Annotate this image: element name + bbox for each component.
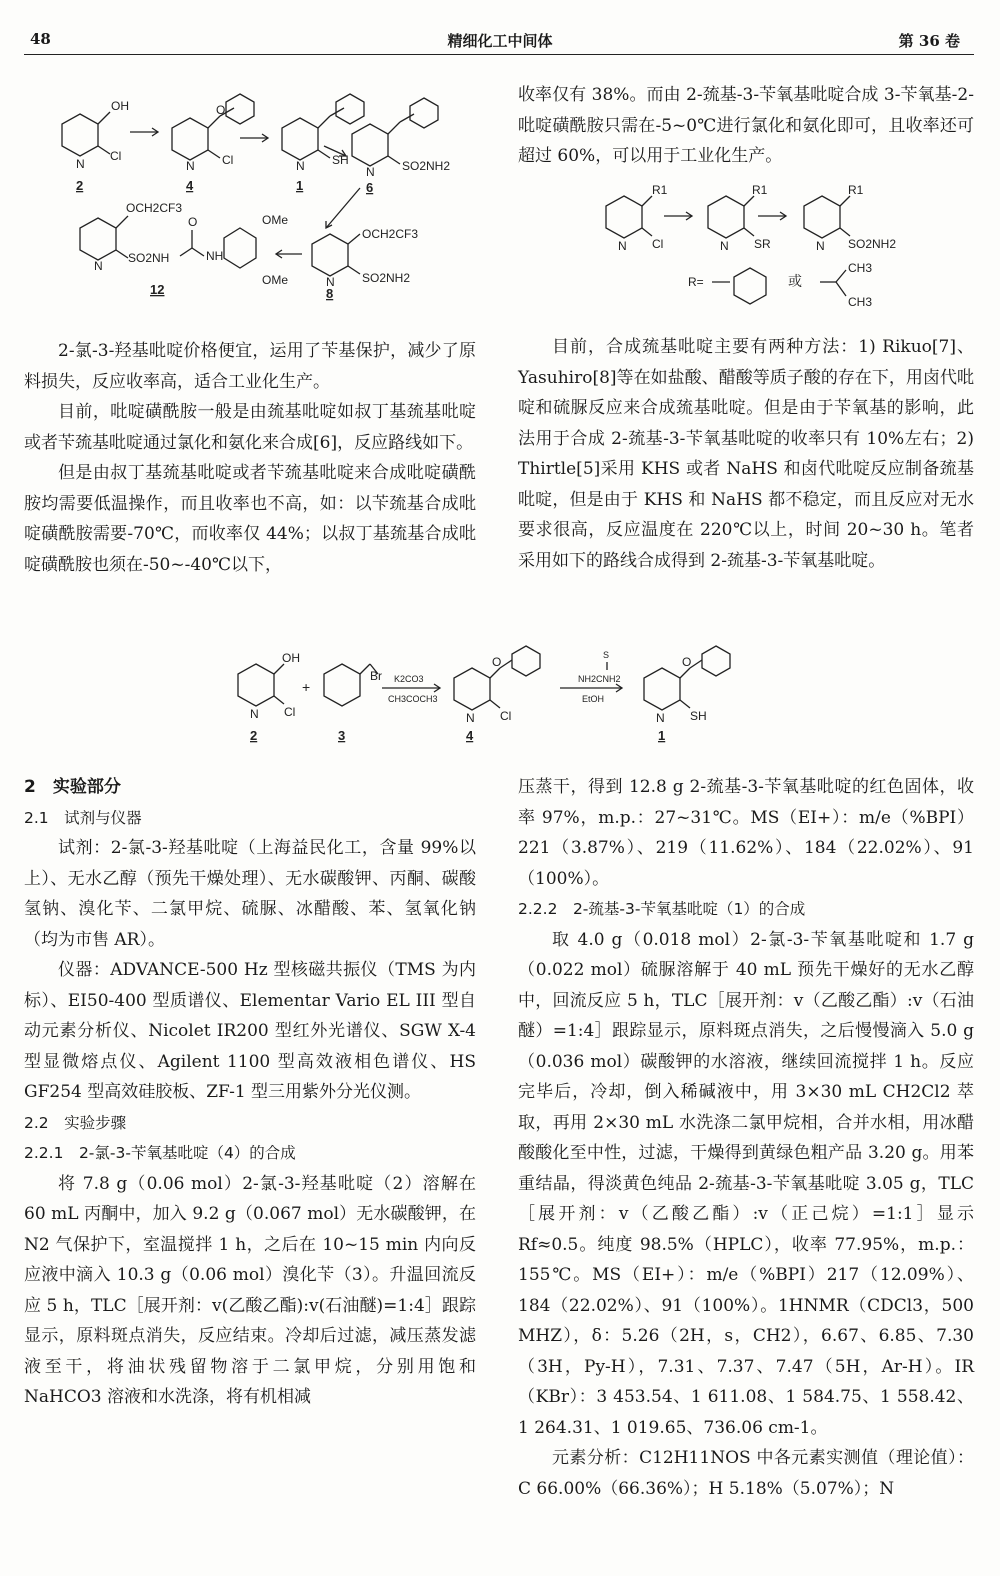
journal-title: 精细化工中间体 — [447, 32, 553, 50]
label-oh-s3: OH — [282, 651, 300, 665]
label-oh: OH — [111, 99, 129, 113]
right-bottom-text — [518, 772, 974, 1504]
label-cl: Cl — [110, 149, 122, 163]
label-n-s3c: N — [656, 711, 665, 725]
compound-4-s3: 4 — [466, 728, 474, 743]
label-n-12: N — [94, 259, 103, 273]
paragraph-instruments: 仪器：ADVANCE-500 Hz 型核磁共振仪（TMS 为内标）、EI50-400 型质谱仪、Elementar Vario EL III 型自动元素分析仪、Nicolet IR200 型红外光谱仪、SGW X-4 型显微熔点仪、Agilent 1100 型高效液相色谱仪、HS GF254 型高效硅胶板、ZF-1 型三用紫外分光仪测。 — [24, 960, 476, 1102]
reagent-s: S — [603, 650, 610, 660]
label-o-4: O — [216, 103, 226, 117]
paragraph: 但是由叔丁基巯基吡啶或者苄巯基吡啶来合成吡啶磺酰胺均需要低温操作，而且收率也不高，如：以苄巯基合成吡啶磺酰胺需要-70℃，而收率仅 44%；以叔丁基巯基合成吡啶磺酰胺也须在-50~-40℃以下， — [24, 463, 476, 575]
label-o-s3c: O — [682, 655, 692, 669]
compound-1-s3: 1 — [658, 728, 666, 743]
label-n-4: N — [186, 159, 195, 173]
label-cl-s3a: Cl — [284, 705, 296, 719]
paragraph: 2-氯-3-羟基吡啶价格便宜，运用了苄基保护，减少了原料损失，反应收率高，适合工业化生产。 — [24, 341, 476, 392]
label-o-12: O — [188, 215, 198, 229]
right-top-text-2 — [518, 332, 974, 576]
label-nh-12: NH — [206, 249, 224, 263]
label-sh-s3: SH — [690, 709, 707, 723]
label-n: N — [76, 157, 85, 171]
compound-2-s3: 2 — [250, 728, 258, 743]
paragraph-elemental: 元素分析：C12H11NOS 中各元素实测值（理论值）：C 66.00%（66.36%）；H 5.18%（5.07%）；N — [518, 1448, 974, 1499]
section-heading-2: 2 实验部分 — [24, 777, 121, 797]
page-number: 48 — [30, 30, 51, 48]
label-n-b: N — [720, 239, 729, 253]
label-o-s3: O — [492, 655, 502, 669]
paragraph: 收率仅有 38%。而由 2-巯基-3-苄氧基吡啶合成 3-苄氧基-2-吡啶磺酰胺只需在-5~0℃进行氯化和氨化即可，且收率还可超过 60%，可以用于工业化生产。 — [518, 85, 974, 166]
volume-label: 第 36 卷 — [898, 32, 960, 50]
left-bottom-text — [24, 772, 476, 1413]
compound-4: 4 — [186, 178, 194, 193]
section-heading-2-1: 2.1 试剂与仪器 — [24, 808, 142, 827]
label-och2cf3-8: OCH2CF3 — [362, 227, 419, 241]
reagent-k2co3: K2CO3 — [394, 674, 424, 684]
reaction-scheme-2 — [590, 182, 920, 322]
left-top-text — [24, 336, 476, 580]
right-top-text-1 — [518, 80, 974, 172]
header-rule — [24, 54, 974, 55]
label-r1-b: R1 — [752, 183, 768, 197]
compound-6: 6 — [366, 180, 374, 195]
compound-3-s3: 3 — [338, 728, 346, 743]
label-ome-bottom: OMe — [262, 273, 289, 287]
label-och2cf3-12: OCH2CF3 — [126, 201, 183, 215]
section-heading-2-2-2: 2.2.2 2-巯基-3-苄氧基吡啶（1）的合成 — [518, 900, 806, 918]
compound-12: 12 — [150, 282, 165, 297]
reagent-thiourea: NH2CNH2 — [578, 674, 621, 684]
reagent-etoh: EtOH — [582, 694, 605, 704]
label-so2nh2-8: SO2NH2 — [362, 271, 411, 285]
reaction-scheme-1 — [40, 88, 480, 308]
label-so2nh2-c: SO2NH2 — [848, 237, 897, 251]
label-sh: SH — [332, 153, 349, 167]
label-n-a: N — [618, 239, 627, 253]
label-r1-a: R1 — [652, 183, 668, 197]
compound-1: 1 — [296, 178, 304, 193]
label-cl-4: Cl — [222, 153, 234, 167]
reagent-acetone: CH3COCH3 — [388, 694, 438, 704]
label-so2nh2-6: SO2NH2 — [402, 159, 451, 173]
label-r-eq: R= — [688, 275, 704, 289]
label-n-1: N — [296, 159, 305, 173]
label-sr: SR — [754, 237, 771, 251]
paragraph-continued: 压蒸干，得到 12.8 g 2-巯基-3-苄氧基吡啶的红色固体，收率 97%，m.p.：27~31℃。MS（EI+）：m/e（%BPI）221（3.87%）、219（11.62%）、184（22.02%）、91（100%）。 — [518, 777, 974, 889]
label-n-s3b: N — [466, 711, 475, 725]
label-ch3-top: CH3 — [848, 261, 873, 275]
label-plus: + — [302, 679, 311, 695]
section-heading-2-2: 2.2 实验步骤 — [24, 1113, 127, 1132]
reaction-scheme-3 — [222, 640, 782, 750]
label-n-8: N — [326, 275, 335, 289]
label-cl-s3b: Cl — [500, 709, 512, 723]
compound-8: 8 — [326, 286, 334, 301]
paragraph: 目前，合成巯基吡啶主要有两种方法：1) Rikuo[7]、Yasuhiro[8]等在如盐酸、醋酸等质子酸的存在下，用卤代吡啶和硫脲反应来合成巯基吡啶。但是由于苄氧基的影响，此法用于合成 2-巯基-3-苄氧基吡啶的收率只有 10%左右；2) Thirtle[5]采用 KHS 或者 NaHS 和卤代吡啶反应制备巯基吡啶，但是由于 KHS 和 NaHS 都不稳定，而且反应对无水要求很高，反应温度在 220℃以上，时间 20~30 h。笔者采用如下的路线合成得到 2-巯基-3-苄氧基吡啶。 — [518, 337, 974, 571]
label-n-c: N — [816, 239, 825, 253]
label-cl-a: Cl — [652, 237, 664, 251]
paragraph-reagents: 试剂：2-氯-3-羟基吡啶（上海益民化工，含量 99%以上）、无水乙醇（预先干燥处理）、无水碳酸钾、丙酮、碳酸氢钠、溴化苄、二氯甲烷、硫脲、冰醋酸、苯、氢氧化钠（均为市售 AR）。 — [24, 838, 476, 950]
label-or: 或 — [788, 273, 802, 289]
label-r1-c: R1 — [848, 183, 864, 197]
paragraph-2-2-1: 将 7.8 g（0.06 mol）2-氯-3-羟基吡啶（2）溶解在 60 mL 丙酮中，加入 9.2 g（0.067 mol）无水碳酸钾，在 N2 气保护下，室温搅拌 1 h，之后在 10~15 min 内向反应液中滴入 10.3 g（0.06 mol）溴化苄（3）。升温回流反应 5 h，TLC［展开剂：v(乙酸乙酯):v(石油醚)=1:4］跟踪显示，原料斑点消失，反应结束。冷却后过滤，减压蒸发滤液至干，将油状残留物溶于二氯甲烷，分别用饱和 NaHCO3 溶液和水洗涤，将有机相减 — [24, 1173, 476, 1407]
paragraph-2-2-2: 取 4.0 g（0.018 mol）2-氯-3-苄氧基吡啶和 1.7 g（0.022 mol）硫脲溶解于 40 mL 预先干燥好的无水乙醇中，回流反应 5 h，TLC［展开剂：v（乙酸乙酯）:v（石油醚）=1:4］跟踪显示，原料斑点消失，之后慢慢滴入 5.0 g（0.036 mol）碳酸钾的水溶液，继续回流搅拌 1 h。反应完毕后，冷却，倒入稀碱液中，用 3×30 mL CH2Cl2 萃取，再用 2×30 mL 水洗涤二氯甲烷相，合并水相，用冰醋酸酸化至中性，过滤，干燥得到黄绿色粗产品 3.20 g。用苯重结晶，得淡黄色纯品 2-巯基-3-苄氧基吡啶 3.05 g，TLC［展开剂：v（乙酸乙酯）:v（正己烷）=1:1］显示 Rf≈0.5。纯度 98.5%（HPLC），收率 77.95%，m.p.：155℃。MS（EI+）：m/e（%BPI）217（12.09%）、184（22.02%）、91（100%）。1HNMR（CDCl3，500 MHZ），δ：5.26（2H，s，CH2），6.67、6.85、7.30（3H，Py-H），7.31、7.37、7.47（5H，Ar-H）。IR（KBr）：3 453.54、1 611.08、1 584.75、1 558.42、1 264.31、1 019.65、736.06 cm-1。 — [518, 929, 974, 1438]
section-heading-2-2-1: 2.2.1 2-氯-3-苄氧基吡啶（4）的合成 — [24, 1144, 296, 1162]
label-so2nh-12: SO2NH — [128, 251, 170, 265]
label-br: Br — [370, 669, 382, 683]
label-ome-top: OMe — [262, 213, 289, 227]
compound-2: 2 — [76, 178, 84, 193]
paragraph: 目前，吡啶磺酰胺一般是由巯基吡啶如叔丁基巯基吡啶或者苄巯基吡啶通过氯化和氨化来合成[6]，反应路线如下。 — [24, 402, 476, 453]
label-ch3-bottom: CH3 — [848, 295, 873, 309]
label-n-s3a: N — [250, 707, 259, 721]
label-n-6: N — [366, 165, 375, 179]
